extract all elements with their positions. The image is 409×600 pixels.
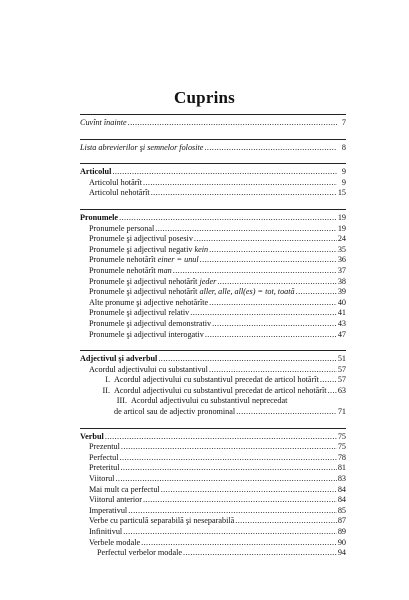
toc-entry-label [97, 375, 319, 386]
toc-entry-label-text: Acordul adjectivului cu substantivul precedat de articol hotărît [114, 375, 319, 385]
dot-leader [235, 516, 337, 527]
toc-entry-page: 83 [337, 474, 346, 484]
toc-entry-label [89, 255, 199, 266]
dot-leader [143, 495, 337, 506]
toc-entry-abbreviations[interactable] [80, 143, 346, 154]
toc-entry-label: Pronumele şi adjectivul interogativ [89, 329, 204, 339]
toc-entry-label: Imperativul [89, 505, 128, 515]
toc-entry-page: 90 [337, 537, 346, 547]
toc-entry-label: Articolul nehotărît [89, 188, 150, 198]
table-of-contents [80, 114, 346, 569]
toc-entry[interactable] [80, 245, 346, 256]
toc-entry-label: Verbe cu particulă separabilă şi neseparabilă [89, 516, 235, 526]
dot-leader [217, 277, 336, 288]
toc-entry-page: 85 [337, 505, 346, 515]
toc-entry-italic-term: kein [194, 244, 209, 254]
toc-entry[interactable] [80, 224, 346, 235]
toc-entry-page: 36 [337, 255, 346, 265]
toc-entry-label [89, 277, 216, 288]
toc-section-articol [80, 163, 346, 199]
dot-leader [194, 234, 337, 245]
toc-entry-label: Cuvînt înainte [80, 118, 127, 127]
dot-leader [161, 485, 337, 496]
toc-entry[interactable] [80, 319, 346, 330]
toc-entry-page: 89 [337, 527, 346, 536]
toc-entry-label: Pronumele şi adjectivul demonstrativ [89, 318, 212, 328]
toc-entry-page: 8 [341, 142, 346, 152]
dot-leader [205, 330, 337, 341]
toc-entry-page: 84 [337, 495, 346, 505]
toc-entry-label-text: Acordul adjectivului cu substantivul precedat de articol nehotărît [114, 385, 327, 395]
toc-entry-page: 75 [337, 442, 346, 452]
toc-entry[interactable] [80, 516, 346, 527]
toc-entry[interactable] [80, 538, 346, 549]
toc-entry[interactable] [80, 527, 346, 538]
roman-numeral: I. [105, 375, 110, 385]
toc-entry-label: Preteritul [89, 463, 120, 473]
toc-entry-label-text: Pronumele şi adjectivul negativ [89, 244, 195, 254]
dot-leader [141, 538, 337, 549]
dot-leader [151, 188, 337, 199]
dot-leader [123, 527, 337, 538]
toc-entry-italic-term: einer = unul [157, 255, 199, 265]
toc-entry[interactable] [80, 463, 346, 474]
toc-entry-page: 47 [337, 329, 346, 339]
toc-entry[interactable] [80, 287, 346, 298]
toc-entry[interactable] [80, 474, 346, 485]
toc-entry[interactable] [80, 365, 346, 376]
toc-entry-label: Pronumele personal [89, 223, 155, 233]
toc-subentry[interactable] [80, 548, 346, 559]
toc-heading-label: Verbul [80, 431, 104, 441]
toc-entry-page: 75 [337, 431, 346, 441]
dot-leader [120, 463, 336, 474]
toc-entry-page: 9 [341, 177, 346, 187]
toc-entry-label: Verbele modale [89, 537, 141, 547]
toc-entry[interactable] [80, 266, 346, 277]
toc-entry-label-text: Pronumele nehotărît [89, 265, 158, 275]
toc-entry[interactable] [80, 442, 346, 453]
toc-entry-page: 41 [337, 308, 346, 318]
toc-entry[interactable] [80, 485, 346, 496]
toc-entry-label: Mai mult ca perfectul [89, 484, 160, 494]
toc-section-verbul [80, 428, 346, 559]
toc-entry-page: 87 [337, 516, 346, 526]
dot-leader [120, 453, 337, 464]
dot-leader [236, 407, 337, 418]
toc-entry-page: 84 [337, 484, 346, 494]
toc-entry-page: 81 [337, 463, 346, 473]
toc-entry-italic-term: aller, alle, all(es) = tot, toată [199, 287, 295, 297]
toc-heading-label: Pronumele [80, 212, 119, 222]
toc-entry[interactable] [80, 308, 346, 319]
toc-entry[interactable] [80, 234, 346, 245]
toc-entry-label-text: Acordul adjectivului cu substantivul neprecedat [131, 396, 288, 406]
toc-entry-label-text: Pronumele şi adjectivul nehotărît [89, 287, 200, 297]
dot-leader [128, 118, 337, 129]
toc-entry-label: Perfectul [89, 452, 119, 462]
toc-entry-page: 19 [337, 223, 346, 233]
toc-entry-page: 9 [341, 167, 346, 177]
toc-entry-label-text: Pronumele nehotărît [89, 255, 158, 265]
toc-heading-label: Adjectivul şi adverbul [80, 354, 158, 364]
toc-entry-italic-term: man [157, 265, 172, 275]
toc-subentry[interactable] [80, 386, 346, 397]
dot-leader [173, 266, 337, 277]
toc-entry-label [89, 245, 208, 256]
toc-heading-articol[interactable] [80, 167, 346, 178]
dot-leader [119, 213, 337, 224]
toc-section-abbrev [80, 139, 346, 154]
dot-leader [204, 143, 337, 154]
toc-entry-page: 39 [337, 287, 346, 297]
dot-leader [183, 548, 337, 559]
toc-entry-label: Perfectul verbelor modale [97, 548, 183, 558]
toc-entry-label [89, 287, 295, 298]
toc-subentry-continuation[interactable] [80, 407, 346, 418]
dot-leader [212, 319, 337, 330]
dot-leader [200, 255, 337, 266]
toc-entry[interactable] [80, 298, 346, 309]
dot-leader [158, 354, 336, 365]
toc-section-pronumele [80, 209, 346, 340]
dot-leader [143, 178, 337, 189]
toc-entry[interactable] [80, 277, 346, 288]
toc-entry-label: Lista abrevierilor şi semnelor folosite [80, 142, 204, 152]
toc-heading-label: Articolul [80, 167, 112, 177]
toc-entry-label: Viitorul [89, 474, 115, 484]
dot-leader [209, 365, 337, 376]
toc-entry-page: 57 [337, 364, 346, 374]
dot-leader [190, 308, 337, 319]
toc-entry-label: Acordul adjectivului cu substantivul [89, 364, 208, 374]
toc-entry-label: Infinitivul [89, 527, 123, 536]
toc-entry[interactable] [80, 506, 346, 517]
toc-entry-page: 63 [337, 385, 346, 395]
toc-entry-label: de articol sau de adjectiv pronominal [114, 407, 236, 417]
toc-entry-page: 57 [337, 375, 346, 385]
toc-entry[interactable] [80, 255, 346, 266]
dot-leader [128, 506, 337, 517]
toc-entry-page: 15 [337, 188, 346, 198]
toc-heading-pronumele[interactable] [80, 213, 346, 224]
toc-entry-page: 71 [337, 407, 346, 417]
toc-entry-italic-term: jeder [199, 276, 217, 286]
toc-entry-label [89, 266, 172, 277]
toc-entry-page: 35 [337, 244, 346, 254]
toc-entry-page: 40 [337, 297, 346, 307]
toc-entry-page: 78 [337, 452, 346, 462]
toc-entry-page: 24 [337, 234, 346, 244]
toc-subentry[interactable] [80, 375, 346, 386]
toc-entry-page: 51 [337, 354, 346, 364]
toc-entry-label-text: Pronumele şi adjectivul nehotărît [89, 276, 200, 286]
toc-section-intro [80, 114, 346, 129]
toc-entry-label: Pronumele şi adjectivul posesiv [89, 234, 193, 244]
toc-entry-label: Viitorul anterior [89, 495, 142, 505]
toc-entry-foreword[interactable] [80, 118, 346, 129]
toc-entry[interactable] [80, 330, 346, 341]
roman-numeral: III. [116, 396, 127, 406]
toc-entry-label: Alte pronume şi adjective nehotărîte [89, 297, 209, 307]
dot-leader [155, 224, 337, 235]
dot-leader [209, 298, 337, 309]
toc-entry[interactable] [80, 453, 346, 464]
toc-entry-page: 38 [337, 276, 346, 286]
roman-numeral: II. [102, 385, 110, 395]
dot-leader [121, 442, 337, 453]
toc-entry-page: 7 [341, 118, 346, 127]
dot-leader [320, 375, 337, 386]
toc-section-adjectivul [80, 350, 346, 418]
toc-entry-label: Pronumele şi adjectivul relativ [89, 308, 190, 318]
page-title: Cuprins [174, 88, 235, 107]
toc-heading-verbul[interactable] [80, 432, 346, 443]
toc-entry-label: Articolul hotărît [89, 177, 142, 187]
dot-leader [105, 432, 337, 443]
dot-leader [296, 287, 337, 298]
toc-entry[interactable] [80, 178, 346, 189]
toc-entry-page: 94 [337, 548, 346, 558]
dot-leader [209, 245, 337, 256]
toc-entry-page: 37 [337, 265, 346, 275]
toc-entry[interactable] [80, 188, 346, 199]
toc-heading-adjectivul[interactable] [80, 354, 346, 365]
toc-entry-page: 43 [337, 318, 346, 328]
toc-entry[interactable] [80, 495, 346, 506]
toc-entry-page: 19 [337, 212, 346, 222]
dot-leader [112, 167, 337, 178]
toc-entry-label: Prezentul [89, 442, 120, 452]
dot-leader [328, 386, 337, 397]
toc-entry-label [97, 386, 327, 397]
dot-leader [115, 474, 336, 485]
toc-subentry-first-line[interactable] [80, 396, 346, 407]
